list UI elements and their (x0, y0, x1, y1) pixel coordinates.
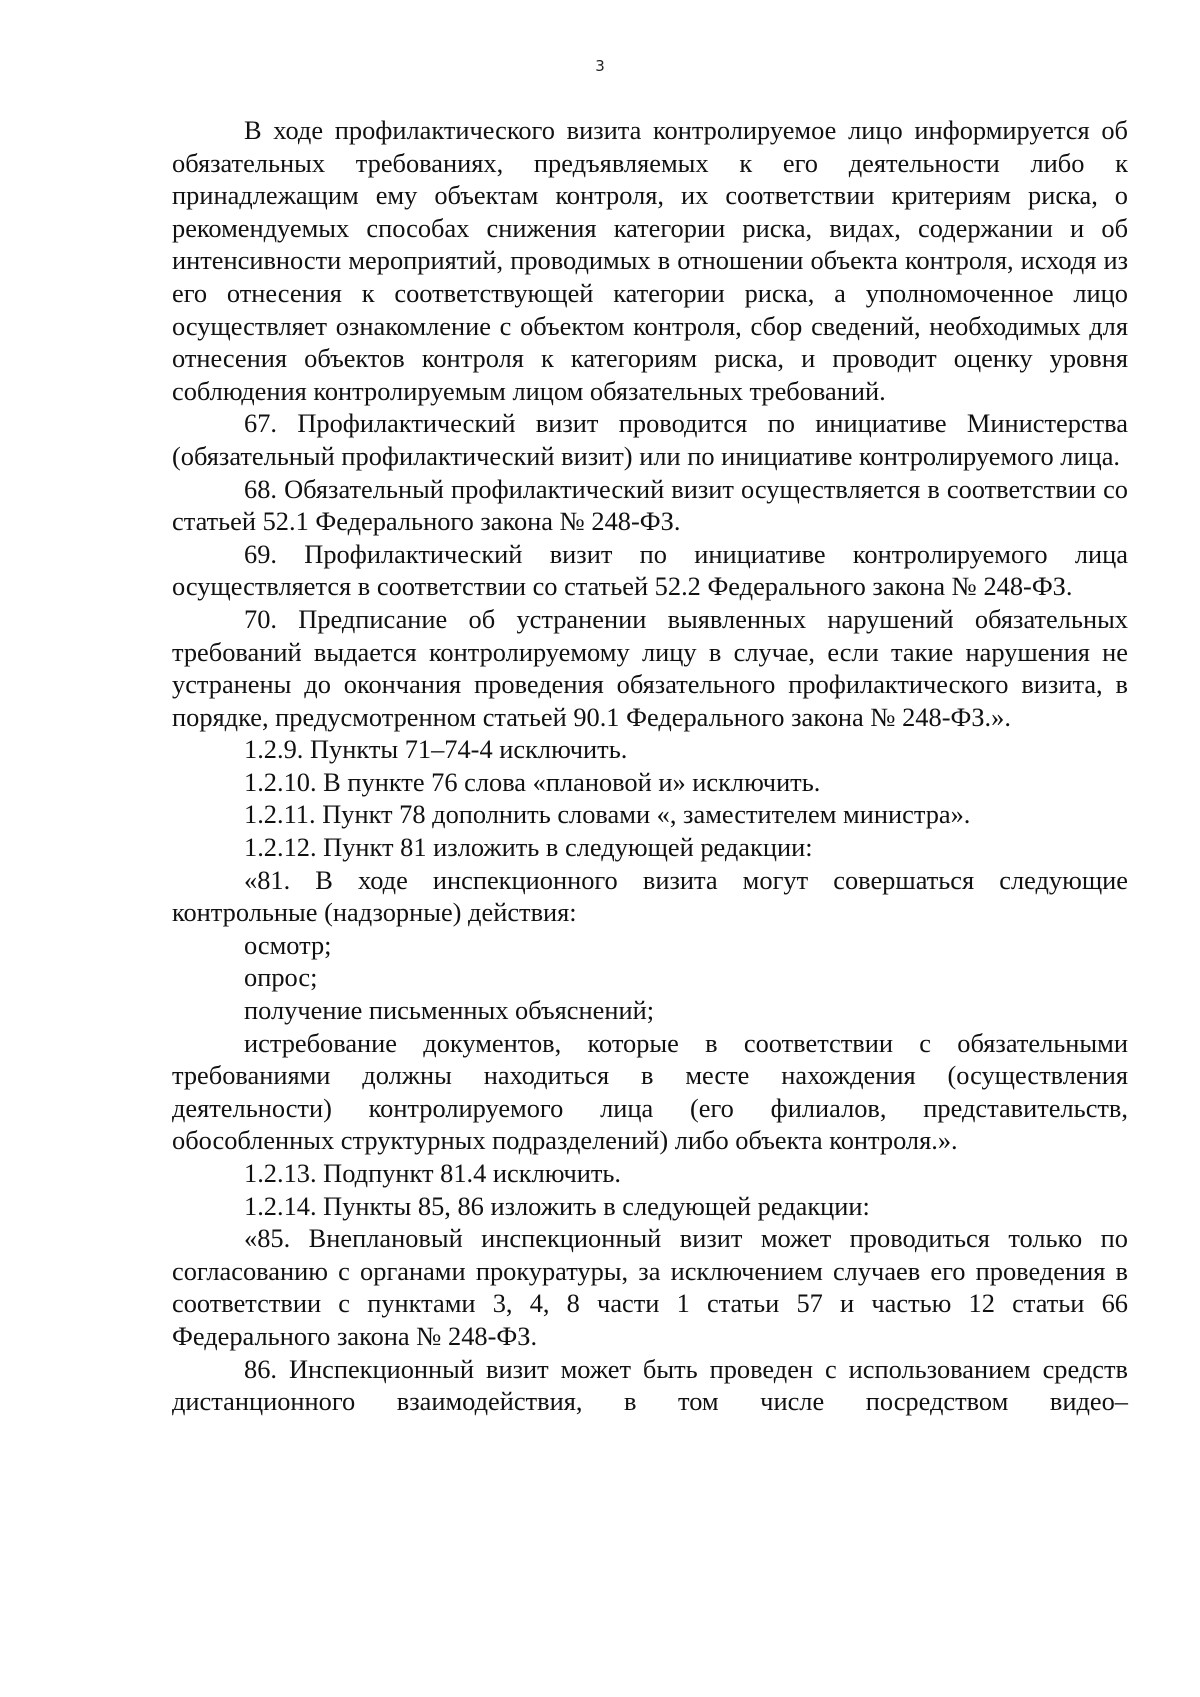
paragraph-67: 67. Профилактический визит проводится по инициативе Министерства (обязательный профилактический визит) или по инициативе контролируемого лица. (172, 408, 1128, 471)
amendment-1-2-13: 1.2.13. Подпункт 81.4 исключить. (244, 1158, 622, 1188)
paragraph-69: 69. Профилактический визит по инициативе контролируемого лица осуществляется в соответствии со статьей 52.2 Федерального закона № 248-ФЗ. (172, 538, 1128, 602)
list-item-document-request: истребование документов, которые в соответствии с обязательными требованиями должны находиться в месте нахождения (осуществления деятельности) контролируемого лица (его филиалов, представительств, обособленных структурных подразделений) либо объекта контроля.». (172, 1027, 1128, 1156)
amendment-1-2-14: 1.2.14. Пункты 85, 86 изложить в следующей редакции: (244, 1190, 870, 1221)
paragraph-70: 70. Предписание об устранении выявленных нарушений обязательных требований выдается контролируемому лицу в случае, если такие нарушения не устранены до окончания проведения обязательного профилактического визита, в порядке, предусмотренном статьей 90.1 Федерального закона № 248-ФЗ.». (172, 603, 1128, 732)
paragraph-profilactic-visit-info: В ходе профилактического визита контролируемое лицо информируется об обязательных требованиях, предъявляемых к его деятельности либо к принадлежащим ему объектам контроля, их соответствии критериям риска, о рекомендуемых способах снижения категории риска, видах, содержании и об интенсивности мероприятий, проводимых в отношении объекта контроля, исходя из его отнесения к соответствующей категории риска, а уполномоченное лицо осуществляет ознакомление с объектом контроля, сбор сведений, необходимых для отнесения объектов контроля к категориям риска, и проводит оценку уровня соблюдения контролируемым лицом обязательных требований. (172, 115, 1128, 406)
amendment-1-2-12: 1.2.12. Пункт 81 изложить в следующей редакции: (244, 832, 813, 863)
paragraph-81: «81. В ходе инспекционного визита могут совершаться следующие контрольные (надзорные) действия: (172, 864, 1128, 928)
paragraph-86: 86. Инспекционный визит может быть проведен с использованием средств дистанционного взаимодействия, в том числе посредством видео– (172, 1353, 1128, 1417)
paragraph-85: «85. Внеплановый инспекционный визит может проводиться только по согласованию с органами прокуратуры, за исключением случаев его проведения в соответствии с пунктами 3, 4, 8 части 1 статьи 57 и частью 12 статьи 66 Федерального закона № 248-ФЗ. (172, 1223, 1128, 1351)
page-number: 3 (595, 57, 605, 75)
amendment-1-2-9: 1.2.9. Пункты 71–74-4 исключить. (244, 734, 628, 765)
amendment-1-2-10: 1.2.10. В пункте 76 слова «плановой и» исключить. (244, 766, 821, 797)
amendment-1-2-11: 1.2.11. Пункт 78 дополнить словами «, заместителем министра». (244, 799, 971, 830)
paragraph-68: 68. Обязательный профилактический визит осуществляется в соответствии со статьей 52.1 Федерального закона № 248-ФЗ. (172, 473, 1128, 537)
list-item-survey: опрос; (244, 962, 318, 993)
list-item-inspection: осмотр; (244, 929, 332, 960)
document-body (172, 114, 1128, 1418)
list-item-written-explanations: получение письменных объяснений; (244, 995, 655, 1026)
